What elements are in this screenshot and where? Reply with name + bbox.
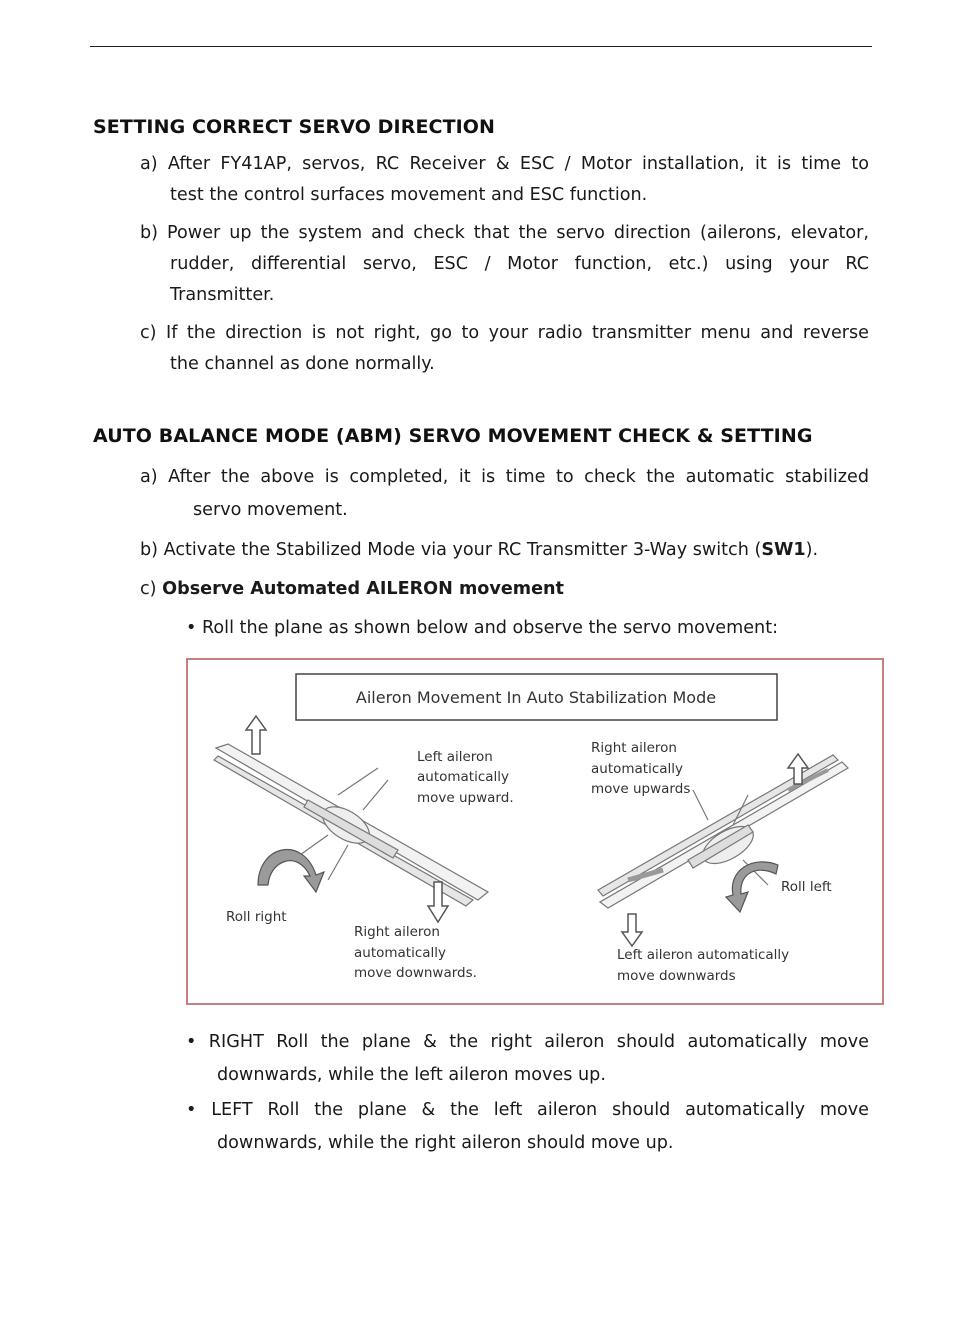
bullet-right-roll — [186, 1026, 869, 1092]
label-left-aileron-up-1: Left aileron — [417, 749, 493, 765]
list-item-a — [140, 149, 869, 211]
item-c-line1: c) If the direction is not right, go to your radio transmitter menu and reverse — [140, 323, 869, 343]
header-rule — [90, 46, 872, 47]
abm-item-c-prefix: c) — [140, 579, 163, 599]
abm-item-c-title: Observe Automated AILERON movement — [162, 579, 564, 599]
label-right-aileron-up-3: move upwards — [591, 781, 691, 797]
abm-item-a-line2: servo movement. — [193, 500, 348, 520]
abm-item-a-line1: a) After the above is completed, it is time to check the automatic stabilized — [140, 467, 869, 487]
label-roll-right: Roll right — [226, 909, 287, 925]
item-b-line1: b) Power up the system and check that the servo direction (ailerons, elevator, — [140, 223, 869, 243]
label-roll-left: Roll left — [781, 879, 832, 895]
aileron-movement-figure — [186, 658, 884, 1005]
label-left-aileron-up-2: automatically — [417, 769, 510, 785]
bullet-right-roll-line2: downwards, while the left aileron moves up. — [217, 1065, 606, 1085]
label-right-aileron-up-1: Right aileron — [591, 740, 677, 756]
roll-right-arrow-icon — [258, 850, 324, 892]
figure-title: Aileron Movement In Auto Stabilization Mode — [355, 688, 717, 707]
abm-item-c — [140, 574, 869, 605]
item-b-line2: rudder, differential servo, ESC / Motor function, etc.) using your RC — [170, 254, 869, 274]
bullet-icon: • — [186, 1032, 209, 1052]
label-right-aileron-up-2: automatically — [591, 761, 684, 777]
item-a-line1: a) After FY41AP, servos, RC Receiver & ESC / Motor installation, it is time to — [140, 154, 869, 174]
item-c-line2: the channel as done normally. — [170, 354, 435, 374]
abm-item-b — [140, 535, 869, 566]
bullet-right-roll-line1: RIGHT Roll the plane & the right aileron should automatically move — [208, 1032, 869, 1052]
down-arrow-icon-right — [622, 914, 642, 946]
abm-item-a — [140, 461, 869, 527]
roll-left-arrow-icon — [726, 862, 778, 912]
label-left-aileron-down-1: Left aileron automatically — [617, 947, 790, 963]
label-left-aileron-up-3: move upward. — [417, 790, 514, 806]
abm-item-b-prefix: b) Activate the Stabilized Mode via your RC Transmitter 3-Way switch ( — [140, 540, 762, 560]
bullet-roll-plane-text: Roll the plane as shown below and observe the servo movement: — [201, 618, 779, 638]
label-right-aileron-down-3: move downwards. — [354, 965, 477, 981]
label-right-aileron-down-2: automatically — [354, 945, 447, 961]
bullet-left-roll — [186, 1094, 869, 1160]
item-a-line2: test the control surfaces movement and ESC function. — [170, 185, 648, 205]
section-heading-abm: AUTO BALANCE MODE (ABM) SERVO MOVEMENT CHECK & SETTING — [93, 425, 813, 447]
bullet-icon: • — [186, 1100, 212, 1120]
label-left-aileron-down-2: move downwards — [617, 968, 736, 984]
up-arrow-icon — [246, 716, 266, 754]
aileron-diagram — [188, 660, 882, 1003]
bullet-left-roll-line1: LEFT Roll the plane & the left aileron should automatically move — [211, 1100, 869, 1120]
item-b-line3: Transmitter. — [170, 285, 275, 305]
list-item-b — [140, 218, 869, 311]
bullet-roll-plane — [186, 612, 869, 645]
section-heading-servo-direction: SETTING CORRECT SERVO DIRECTION — [93, 116, 496, 138]
label-right-aileron-down-1: Right aileron — [354, 924, 440, 940]
bullet-left-roll-line2: downwards, while the right aileron should move up. — [217, 1133, 674, 1153]
bullet-icon: • — [186, 618, 202, 638]
list-item-c — [140, 318, 869, 380]
abm-item-b-suffix: ). — [805, 540, 819, 560]
switch-label: SW1 — [761, 540, 806, 560]
